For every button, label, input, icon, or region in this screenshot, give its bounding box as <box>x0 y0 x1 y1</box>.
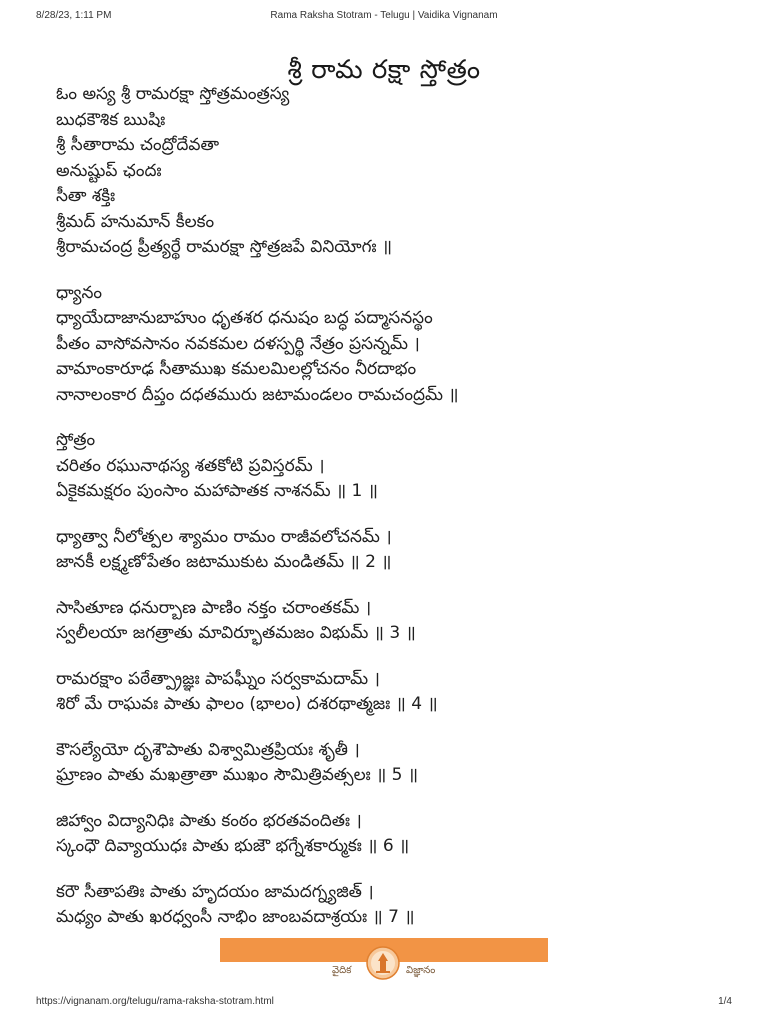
verse-section <box>56 667 728 718</box>
verse-section <box>56 525 728 576</box>
verse-section <box>56 428 728 505</box>
verse-line: ధ్యానం <box>56 282 103 303</box>
verse-line: ఘ్రాణం పాతు మఖత్రాతా ముఖం సౌమిత్రివత్సలః ॥ 5 ॥ <box>56 765 419 785</box>
verse-section <box>56 596 728 647</box>
temple-emblem-icon <box>366 946 400 980</box>
verse-line: సీతా శక్తిః <box>56 186 116 206</box>
page-number: 1/4 <box>718 996 732 1007</box>
verse-line: శ్రీరామచంద్ర ప్రీత్యర్థే రామరక్షా స్తోత్రజపే వినియోగః ॥ <box>56 237 393 257</box>
verse-section <box>56 82 728 261</box>
verse-line: స్వలీలయా జగత్రాతు మావిర్భూతమజం విభుమ్ ॥ 3 ॥ <box>56 623 416 643</box>
logo-text-vignanam: విజ్ఞానం <box>406 965 436 976</box>
verse-section <box>56 880 728 931</box>
verse-line: స్తోత్రం <box>56 430 96 450</box>
verse-line: జిహ్వాం విద్యానిధిః పాతు కంఠం భరతవందితః । <box>56 810 362 831</box>
verse-line: చరితం రఘునాథస్య శతకోటి ప్రవిస్తరమ్ । <box>56 455 325 476</box>
vaidika-vignanam-logo <box>220 938 548 982</box>
verse-line: నానాలంకార దీప్తం దధతమురు జటామండలం రామచంద్రమ్ ॥ <box>56 384 459 405</box>
print-page-title: Rama Raksha Stotram - Telugu | Vaidika Vignanam <box>270 10 498 21</box>
verse-line: శ్రీమద్ హనుమాన్ కీలకం <box>56 211 215 232</box>
verse-line: జానకీ లక్ష్మణోపేతం జటాముకుట మండితమ్ ॥ 2 ॥ <box>56 552 392 572</box>
verse-line: కౌసల్యేయో దృశౌపాతు విశ్వామిత్రప్రియః శృతీ । <box>56 739 360 760</box>
verse-section <box>56 281 728 409</box>
verse-line: ధ్యాయేదాజానుబాహుం ధృతశర ధనుషం బద్ధ పద్మాసనస్థం <box>56 308 433 328</box>
print-footer <box>36 996 732 1012</box>
verse-line: సాసితూణ ధనుర్బాణ పాణిం నక్తం చరాంతకమ్ । <box>56 597 372 618</box>
verse-line: మధ్యం పాతు ఖరధ్వంసీ నాభిం జాంబవదాశ్రయః ॥ 7 ॥ <box>56 907 415 927</box>
verse-line: రామరక్షాం పఠేత్ప్రాజ్ఞః పాపఘ్నీం సర్వకామదామ్ । <box>56 668 380 689</box>
verse-line: కరౌ సీతాపతిః పాతు హృదయం జామదగ్న్యజిత్ । <box>56 881 374 902</box>
verse-section <box>56 809 728 860</box>
verse-line: శ్రీ సీతారామ చంద్రోదేవతా <box>56 135 220 155</box>
page-url: https://vignanam.org/telugu/rama-raksha-stotram.html <box>36 996 274 1007</box>
verse-line: అనుష్టుప్ ఛందః <box>56 160 162 181</box>
verse-line: శిరో మే రాఘవః పాతు ఫాలం (భాలం) దశరథాత్మజః ॥ 4 ॥ <box>56 694 438 714</box>
verse-line: పీతం వాసోవసానం నవకమల దళస్పర్థి నేత్రం ప్రసన్నమ్ । <box>56 333 420 354</box>
logo-text-vaidika: వైదిక <box>332 965 352 976</box>
verse-line: ఓం అస్య శ్రీ రామరక్షా స్తోత్రమంత్రస్య <box>56 84 290 104</box>
print-datetime: 8/28/23, 1:11 PM <box>36 10 112 21</box>
verse-line: బుధకౌశిక ఋషిః <box>56 109 166 130</box>
document-title: శ్రీ రామ రక్షా స్తోత్రం <box>287 55 481 86</box>
verse-line: వామాంకారూఢ సీతాముఖ కమలమిలల్లోచనం నీరదాభం <box>56 359 417 379</box>
verse-line: స్కంధౌ దివ్యాయుధః పాతు భుజౌ భగ్నేశకార్ముకః ॥ 6 ॥ <box>56 836 410 856</box>
print-header <box>36 10 732 26</box>
verse-section <box>56 738 728 789</box>
verse-line: ధ్యాత్వా నీలోత్పల శ్యామం రామం రాజీవలోచనమ్ । <box>56 526 392 547</box>
stotram-body <box>56 82 728 931</box>
verse-line: ఏకైకమక్షరం పుంసాం మహాపాతక నాశనమ్ ॥ 1 ॥ <box>56 481 378 501</box>
